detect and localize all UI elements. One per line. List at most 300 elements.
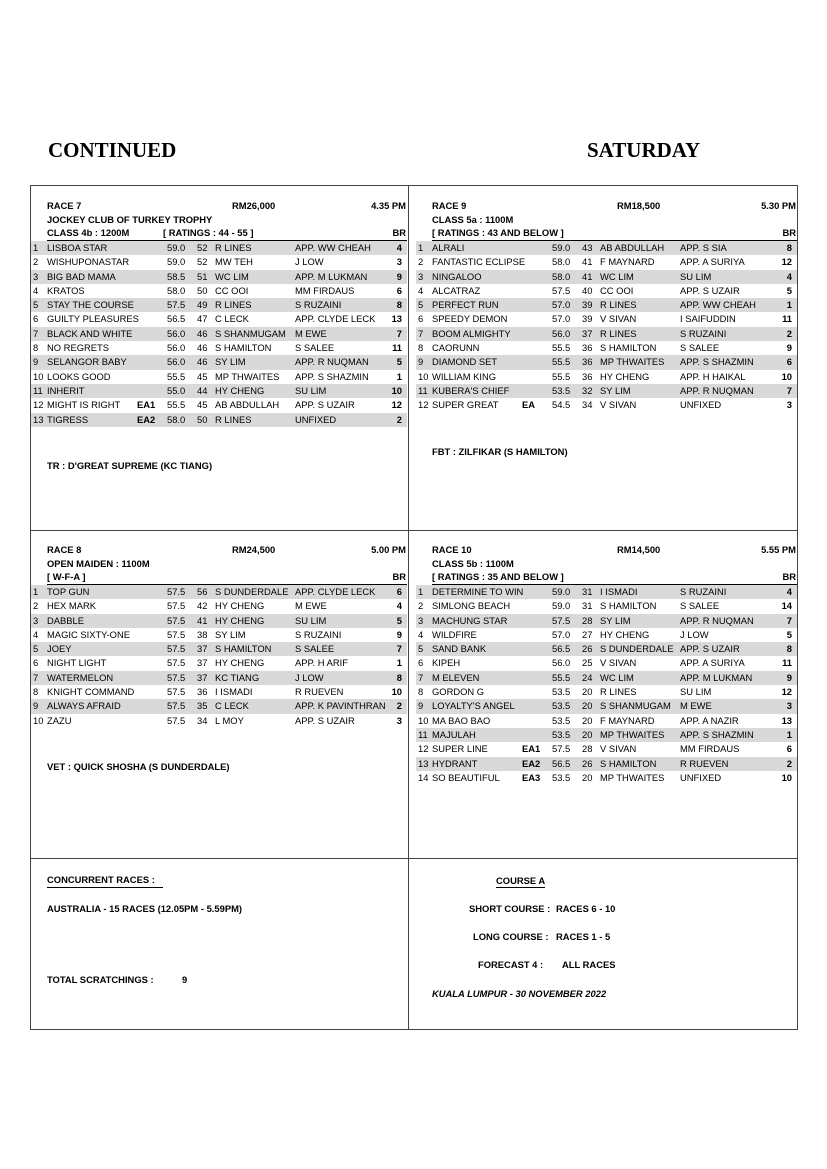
total-scratchings-value: 9 xyxy=(182,974,188,985)
horse-name: FANTASTIC ECLIPSE xyxy=(432,256,526,268)
jockey-name: S RUZAINI xyxy=(680,327,727,339)
runner-row xyxy=(31,312,407,326)
barrier-draw: 2 xyxy=(786,327,792,339)
continued-heading: CONTINUED xyxy=(48,138,177,162)
handicap-weight: 57.5 xyxy=(167,299,186,311)
jockey-name: APP. R NUQMAN xyxy=(680,614,754,626)
runner-number: 1 xyxy=(33,242,39,253)
jockey-name: APP. S UZAIR xyxy=(295,714,355,726)
race-prize: RM18,500 xyxy=(617,200,661,211)
barrier-draw: 4 xyxy=(396,600,402,612)
emergency-acceptor: EA1 xyxy=(522,743,541,755)
horse-rating: 36 xyxy=(582,356,593,368)
horse-name: WILLIAM KING xyxy=(432,370,497,382)
trainer-name: S HAMILTON xyxy=(600,342,657,354)
runner-number: 4 xyxy=(33,628,39,640)
horse-rating: 20 xyxy=(582,771,593,783)
trainer-name: HY CHENG xyxy=(215,600,265,612)
trainer-name: V SIVAN xyxy=(600,743,637,755)
horse-rating: 56 xyxy=(197,586,208,597)
handicap-weight: 58.0 xyxy=(552,256,571,268)
runner-number: 3 xyxy=(418,614,424,626)
barrier-draw: 8 xyxy=(786,643,792,655)
horse-name: DETERMINE TO WIN xyxy=(432,586,524,597)
jockey-name: SU LIM xyxy=(295,614,327,626)
handicap-weight: 55.5 xyxy=(552,370,571,382)
jockey-name: M EWE xyxy=(295,327,327,339)
runner-number: 12 xyxy=(33,399,44,411)
handicap-weight: 56.5 xyxy=(552,757,571,769)
long-course-value: RACES 1 - 5 xyxy=(556,931,611,942)
horse-name: ALRALI xyxy=(432,242,465,253)
horse-name: WATERMELON xyxy=(47,671,114,683)
barrier-header: BR xyxy=(782,571,796,582)
course-title: COURSE A xyxy=(496,875,546,886)
trainer-name: V SIVAN xyxy=(600,399,637,411)
race-7-block xyxy=(31,200,407,427)
race-time: 5.30 PM xyxy=(761,200,796,211)
divider-bottom xyxy=(31,858,797,859)
jockey-name: S SALEE xyxy=(295,643,335,655)
barrier-draw: 3 xyxy=(786,700,792,712)
barrier-draw: 12 xyxy=(781,686,792,698)
handicap-weight: 57.0 xyxy=(552,313,571,325)
runner-number: 6 xyxy=(418,657,424,669)
runner-number: 8 xyxy=(33,686,39,698)
race-prize: RM24,500 xyxy=(232,544,276,555)
horse-rating: 37 xyxy=(197,643,208,655)
jockey-name: MM FIRDAUS xyxy=(680,743,740,755)
runner-number: 2 xyxy=(418,600,424,612)
trainer-name: S HAMILTON xyxy=(600,600,657,612)
runner-row xyxy=(416,628,797,642)
horse-name: MAGIC SIXTY-ONE xyxy=(47,628,131,640)
runner-number: 13 xyxy=(33,413,44,425)
trainer-name: AB ABDULLAH xyxy=(215,399,280,411)
runner-number: 4 xyxy=(418,628,424,640)
jockey-name: R RUEVEN xyxy=(295,686,344,698)
jockey-name: SU LIM xyxy=(295,384,327,396)
horse-name: SIMLONG BEACH xyxy=(432,600,511,612)
horse-rating: 20 xyxy=(582,700,593,712)
horse-name: MA BAO BAO xyxy=(432,714,491,726)
jockey-name: I SAIFUDDIN xyxy=(680,313,736,325)
horse-name: HYDRANT xyxy=(432,757,478,769)
runner-row xyxy=(416,241,797,255)
horse-rating: 25 xyxy=(582,657,593,669)
horse-name: PERFECT RUN xyxy=(432,299,499,311)
race-prize: RM14,500 xyxy=(617,544,661,555)
runner-number: 5 xyxy=(418,643,424,655)
jockey-name: APP. CLYDE LECK xyxy=(295,586,376,597)
horse-name: BIG BAD MAMA xyxy=(47,270,116,282)
runner-row xyxy=(31,327,407,341)
runner-number: 10 xyxy=(33,714,44,726)
horse-rating: 41 xyxy=(582,256,593,268)
barrier-draw: 5 xyxy=(786,628,792,640)
horse-name: SPEEDY DEMON xyxy=(432,313,508,325)
runner-number: 7 xyxy=(418,671,424,683)
barrier-draw: 4 xyxy=(786,270,792,282)
race-9-note: FBT : ZILFIKAR (S HAMILTON) xyxy=(432,446,568,457)
race-number: RACE 10 xyxy=(432,544,472,555)
barrier-draw: 3 xyxy=(786,399,792,411)
trainer-name: HY CHENG xyxy=(215,614,265,626)
horse-name: GUILTY PLEASURES xyxy=(47,313,139,325)
handicap-weight: 59.0 xyxy=(552,600,571,612)
jockey-name: MM FIRDAUS xyxy=(295,284,355,296)
trainer-name: CC OOI xyxy=(215,284,249,296)
trainer-name: SY LIM xyxy=(215,628,246,640)
trainer-name: SY LIM xyxy=(600,384,631,396)
handicap-weight: 57.0 xyxy=(552,628,571,640)
divider-middle xyxy=(31,530,797,531)
handicap-weight: 58.0 xyxy=(167,413,186,425)
barrier-header: BR xyxy=(782,227,796,238)
barrier-draw: 4 xyxy=(786,586,792,597)
runner-row xyxy=(31,614,407,628)
trainer-name: S SHANMUGAM xyxy=(600,700,671,712)
handicap-weight: 56.0 xyxy=(167,356,186,368)
runner-number: 2 xyxy=(33,600,39,612)
race-subtitle: OPEN MAIDEN : 1100M xyxy=(47,558,150,569)
jockey-name: S SALEE xyxy=(295,342,335,354)
handicap-weight: 56.0 xyxy=(167,342,186,354)
handicap-weight: 58.0 xyxy=(167,284,186,296)
jockey-name: R RUEVEN xyxy=(680,757,729,769)
horse-name: MIGHT IS RIGHT xyxy=(47,399,121,411)
horse-rating: 52 xyxy=(197,242,208,253)
jockey-name: APP. S SHAZMIN xyxy=(680,356,754,368)
runner-row xyxy=(31,599,407,613)
jockey-name: APP. M LUKMAN xyxy=(295,270,368,282)
horse-rating: 39 xyxy=(582,299,593,311)
race-class: [ RATINGS : 43 AND BELOW ] xyxy=(432,227,564,238)
jockey-name: M EWE xyxy=(295,600,327,612)
handicap-weight: 56.5 xyxy=(552,643,571,655)
horse-rating: 37 xyxy=(197,671,208,683)
horse-name: KUBERA'S CHIEF xyxy=(432,384,510,396)
jockey-name: S SALEE xyxy=(680,600,720,612)
runner-number: 5 xyxy=(33,643,39,655)
horse-name: LOYALTY'S ANGEL xyxy=(432,700,515,712)
horse-rating: 36 xyxy=(582,370,593,382)
runner-number: 14 xyxy=(418,771,429,783)
barrier-draw: 9 xyxy=(396,628,402,640)
barrier-draw: 10 xyxy=(391,686,402,698)
runner-number: 10 xyxy=(33,370,44,382)
handicap-weight: 57.5 xyxy=(552,614,571,626)
handicap-weight: 59.0 xyxy=(552,242,571,253)
short-course-value: RACES 6 - 10 xyxy=(556,903,616,914)
runner-number: 12 xyxy=(418,743,429,755)
handicap-weight: 56.0 xyxy=(552,327,571,339)
runner-row xyxy=(31,656,407,670)
concurrent-races-text: AUSTRALIA - 15 RACES (12.05PM - 5.59PM) xyxy=(47,903,243,914)
trainer-name: AB ABDULLAH xyxy=(600,242,665,253)
race-subtitle: CLASS 5a : 1100M xyxy=(432,214,514,225)
trainer-name: S HAMILTON xyxy=(215,342,272,354)
horse-name: LISBOA STAR xyxy=(47,242,108,253)
horse-rating: 47 xyxy=(197,313,208,325)
barrier-draw: 6 xyxy=(786,356,792,368)
runner-row xyxy=(416,255,797,269)
barrier-draw: 13 xyxy=(391,313,402,325)
handicap-weight: 57.5 xyxy=(167,600,186,612)
runner-number: 9 xyxy=(33,356,39,368)
jockey-name: APP. M LUKMAN xyxy=(680,671,753,683)
runner-row xyxy=(416,771,797,785)
forecast-label: FORECAST 4 : xyxy=(478,959,544,970)
handicap-weight: 53.5 xyxy=(552,771,571,783)
handicap-weight: 53.5 xyxy=(552,686,571,698)
barrier-draw: 12 xyxy=(391,399,402,411)
jockey-name: SU LIM xyxy=(680,686,712,698)
runner-number: 4 xyxy=(33,284,39,296)
race-time: 5.55 PM xyxy=(761,544,796,555)
runner-number: 6 xyxy=(33,657,39,669)
trainer-name: R LINES xyxy=(215,242,252,253)
horse-name: BLACK AND WHITE xyxy=(47,327,133,339)
horse-rating: 37 xyxy=(582,327,593,339)
runner-number: 2 xyxy=(418,256,424,268)
jockey-name: APP. H ARIF xyxy=(295,657,348,669)
race-number: RACE 8 xyxy=(47,544,82,555)
handicap-weight: 57.0 xyxy=(552,299,571,311)
horse-rating: 38 xyxy=(197,628,208,640)
barrier-draw: 8 xyxy=(786,242,792,253)
runner-row xyxy=(416,284,797,298)
runner-number: 10 xyxy=(418,714,429,726)
horse-rating: 36 xyxy=(582,342,593,354)
barrier-draw: 10 xyxy=(781,771,792,783)
handicap-weight: 57.5 xyxy=(167,586,186,597)
trainer-name: V SIVAN xyxy=(600,313,637,325)
barrier-draw: 9 xyxy=(786,342,792,354)
horse-rating: 41 xyxy=(197,614,208,626)
handicap-weight: 59.0 xyxy=(167,256,186,268)
race-time: 4.35 PM xyxy=(371,200,406,211)
handicap-weight: 57.5 xyxy=(167,614,186,626)
handicap-weight: 53.5 xyxy=(552,384,571,396)
runner-row xyxy=(416,757,797,771)
handicap-weight: 53.5 xyxy=(552,714,571,726)
barrier-draw: 1 xyxy=(786,299,792,311)
race-9-block xyxy=(416,200,797,413)
trainer-name: R LINES xyxy=(215,413,252,425)
trainer-name: HY CHENG xyxy=(215,657,265,669)
runner-row xyxy=(31,255,407,269)
trainer-name: HY CHENG xyxy=(600,628,650,640)
barrier-draw: 12 xyxy=(781,256,792,268)
trainer-name: R LINES xyxy=(600,299,637,311)
trainer-name: I ISMADI xyxy=(215,686,253,698)
horse-rating: 28 xyxy=(582,614,593,626)
runner-row xyxy=(416,614,797,628)
race-class: CLASS 4b : 1200M xyxy=(47,227,130,238)
horse-name: NIGHT LIGHT xyxy=(47,657,107,669)
jockey-name: S RUZAINI xyxy=(295,628,342,640)
horse-name: NO REGRETS xyxy=(47,342,109,354)
handicap-weight: 57.5 xyxy=(167,686,186,698)
horse-name: KIPEH xyxy=(432,657,461,669)
trainer-name: WC LIM xyxy=(215,270,249,282)
handicap-weight: 57.5 xyxy=(167,700,186,712)
horse-rating: 20 xyxy=(582,728,593,740)
handicap-weight: 55.5 xyxy=(552,671,571,683)
horse-name: KRATOS xyxy=(47,284,85,296)
horse-rating: 49 xyxy=(197,299,208,311)
short-course-label: SHORT COURSE : xyxy=(469,903,551,914)
runner-row xyxy=(31,642,407,656)
runner-row xyxy=(416,742,797,756)
divider-vertical xyxy=(408,186,409,1029)
barrier-draw: 10 xyxy=(391,384,402,396)
handicap-weight: 55.5 xyxy=(552,342,571,354)
jockey-name: APP. K PAVINTHRAN xyxy=(295,700,386,712)
runner-row xyxy=(416,312,797,326)
runner-row xyxy=(416,270,797,284)
race-number: RACE 9 xyxy=(432,200,467,211)
trainer-name: V SIVAN xyxy=(600,657,637,669)
handicap-weight: 58.0 xyxy=(552,270,571,282)
runner-row xyxy=(416,685,797,699)
runner-row xyxy=(31,398,407,412)
jockey-name: S RUZAINI xyxy=(295,299,342,311)
runner-row xyxy=(416,656,797,670)
trainer-name: S DUNDERDALE xyxy=(600,643,674,655)
race-class: [ W-F-A ] xyxy=(47,571,86,582)
horse-rating: 51 xyxy=(197,270,208,282)
runner-row xyxy=(31,628,407,642)
jockey-name: APP. A SURIYA xyxy=(680,657,745,669)
barrier-draw: 5 xyxy=(396,356,402,368)
horse-name: MAJULAH xyxy=(432,728,476,740)
runner-number: 7 xyxy=(33,327,39,339)
handicap-weight: 56.0 xyxy=(167,327,186,339)
runner-row xyxy=(31,671,407,685)
handicap-weight: 57.5 xyxy=(167,657,186,669)
horse-rating: 46 xyxy=(197,342,208,354)
horse-rating: 31 xyxy=(582,600,593,612)
runner-number: 8 xyxy=(418,342,424,354)
horse-rating: 34 xyxy=(197,714,208,726)
day-heading: SATURDAY xyxy=(587,138,701,162)
runner-number: 1 xyxy=(418,242,424,253)
jockey-name: APP. WW CHEAH xyxy=(680,299,756,311)
jockey-name: J LOW xyxy=(295,671,324,683)
jockey-name: J LOW xyxy=(295,256,324,268)
runner-row xyxy=(31,355,407,369)
barrier-draw: 3 xyxy=(396,714,402,726)
jockey-name: APP. A NAZIR xyxy=(680,714,739,726)
race-rating: [ RATINGS : 44 - 55 ] xyxy=(163,227,254,238)
trainer-name: I ISMADI xyxy=(600,586,638,597)
horse-rating: 40 xyxy=(582,284,593,296)
horse-name: INHERIT xyxy=(47,384,85,396)
race-prize: RM26,000 xyxy=(232,200,276,211)
runner-row xyxy=(416,341,797,355)
trainer-name: CC OOI xyxy=(600,284,634,296)
horse-name: STAY THE COURSE xyxy=(47,299,134,311)
jockey-name: APP. H HAIKAL xyxy=(680,370,746,382)
runner-row xyxy=(31,413,407,427)
runner-number: 8 xyxy=(33,342,39,354)
trainer-name: S DUNDERDALE xyxy=(215,586,289,597)
trainer-name: SY LIM xyxy=(215,356,246,368)
runner-number: 11 xyxy=(33,384,43,396)
barrier-draw: 13 xyxy=(781,714,792,726)
barrier-draw: 9 xyxy=(786,671,792,683)
runner-row xyxy=(31,341,407,355)
barrier-draw: 1 xyxy=(396,370,402,382)
horse-name: CAORUNN xyxy=(432,342,480,354)
barrier-draw: 8 xyxy=(396,299,402,311)
horse-name: KNIGHT COMMAND xyxy=(47,686,135,698)
trainer-name: WC LIM xyxy=(600,270,634,282)
race-8-block xyxy=(31,544,407,728)
trainer-name: R LINES xyxy=(600,327,637,339)
horse-name: DABBLE xyxy=(47,614,84,626)
runner-row xyxy=(416,599,797,613)
trainer-name: S HAMILTON xyxy=(215,643,272,655)
jockey-name: J LOW xyxy=(680,628,709,640)
jockey-name: S RUZAINI xyxy=(680,586,727,597)
runner-number: 5 xyxy=(33,299,39,311)
trainer-name: F MAYNARD xyxy=(600,256,655,268)
runner-row xyxy=(416,642,797,656)
barrier-draw: 9 xyxy=(396,270,402,282)
trainer-name: MP THWAITES xyxy=(600,771,665,783)
horse-name: TOP GUN xyxy=(47,586,90,597)
barrier-draw: 7 xyxy=(786,384,792,396)
horse-name: LOOKS GOOD xyxy=(47,370,111,382)
emergency-acceptor: EA xyxy=(522,399,536,411)
runner-row xyxy=(416,327,797,341)
handicap-weight: 57.5 xyxy=(167,671,186,683)
jockey-name: APP. S SHAZMIN xyxy=(680,728,754,740)
handicap-weight: 59.0 xyxy=(167,242,186,253)
horse-name: SAND BANK xyxy=(432,643,487,655)
runner-number: 3 xyxy=(33,614,39,626)
handicap-weight: 55.5 xyxy=(167,399,186,411)
runner-row xyxy=(31,370,407,384)
total-scratchings-label: TOTAL SCRATCHINGS : xyxy=(47,974,154,985)
jockey-name: APP. R NUQMAN xyxy=(680,384,754,396)
barrier-draw: 7 xyxy=(396,643,402,655)
runner-row xyxy=(31,270,407,284)
horse-rating: 26 xyxy=(582,643,593,655)
barrier-draw: 4 xyxy=(396,242,402,253)
horse-name: BOOM ALMIGHTY xyxy=(432,327,511,339)
trainer-name: C LECK xyxy=(215,700,249,712)
runner-number: 5 xyxy=(418,299,424,311)
horse-name: SO BEAUTIFUL xyxy=(432,771,500,783)
trainer-name: C LECK xyxy=(215,313,249,325)
jockey-name: UNFIXED xyxy=(680,771,722,783)
horse-rating: 26 xyxy=(582,757,593,769)
barrier-header: BR xyxy=(392,571,406,582)
emergency-acceptor: EA2 xyxy=(137,413,156,425)
race-10-block xyxy=(416,544,797,785)
race-time: 5.00 PM xyxy=(371,544,406,555)
horse-name: M ELEVEN xyxy=(432,671,480,683)
trainer-name: R LINES xyxy=(600,686,637,698)
handicap-weight: 54.5 xyxy=(552,399,571,411)
handicap-weight: 56.5 xyxy=(167,313,186,325)
barrier-draw: 1 xyxy=(786,728,792,740)
jockey-name: APP. R NUQMAN xyxy=(295,356,369,368)
